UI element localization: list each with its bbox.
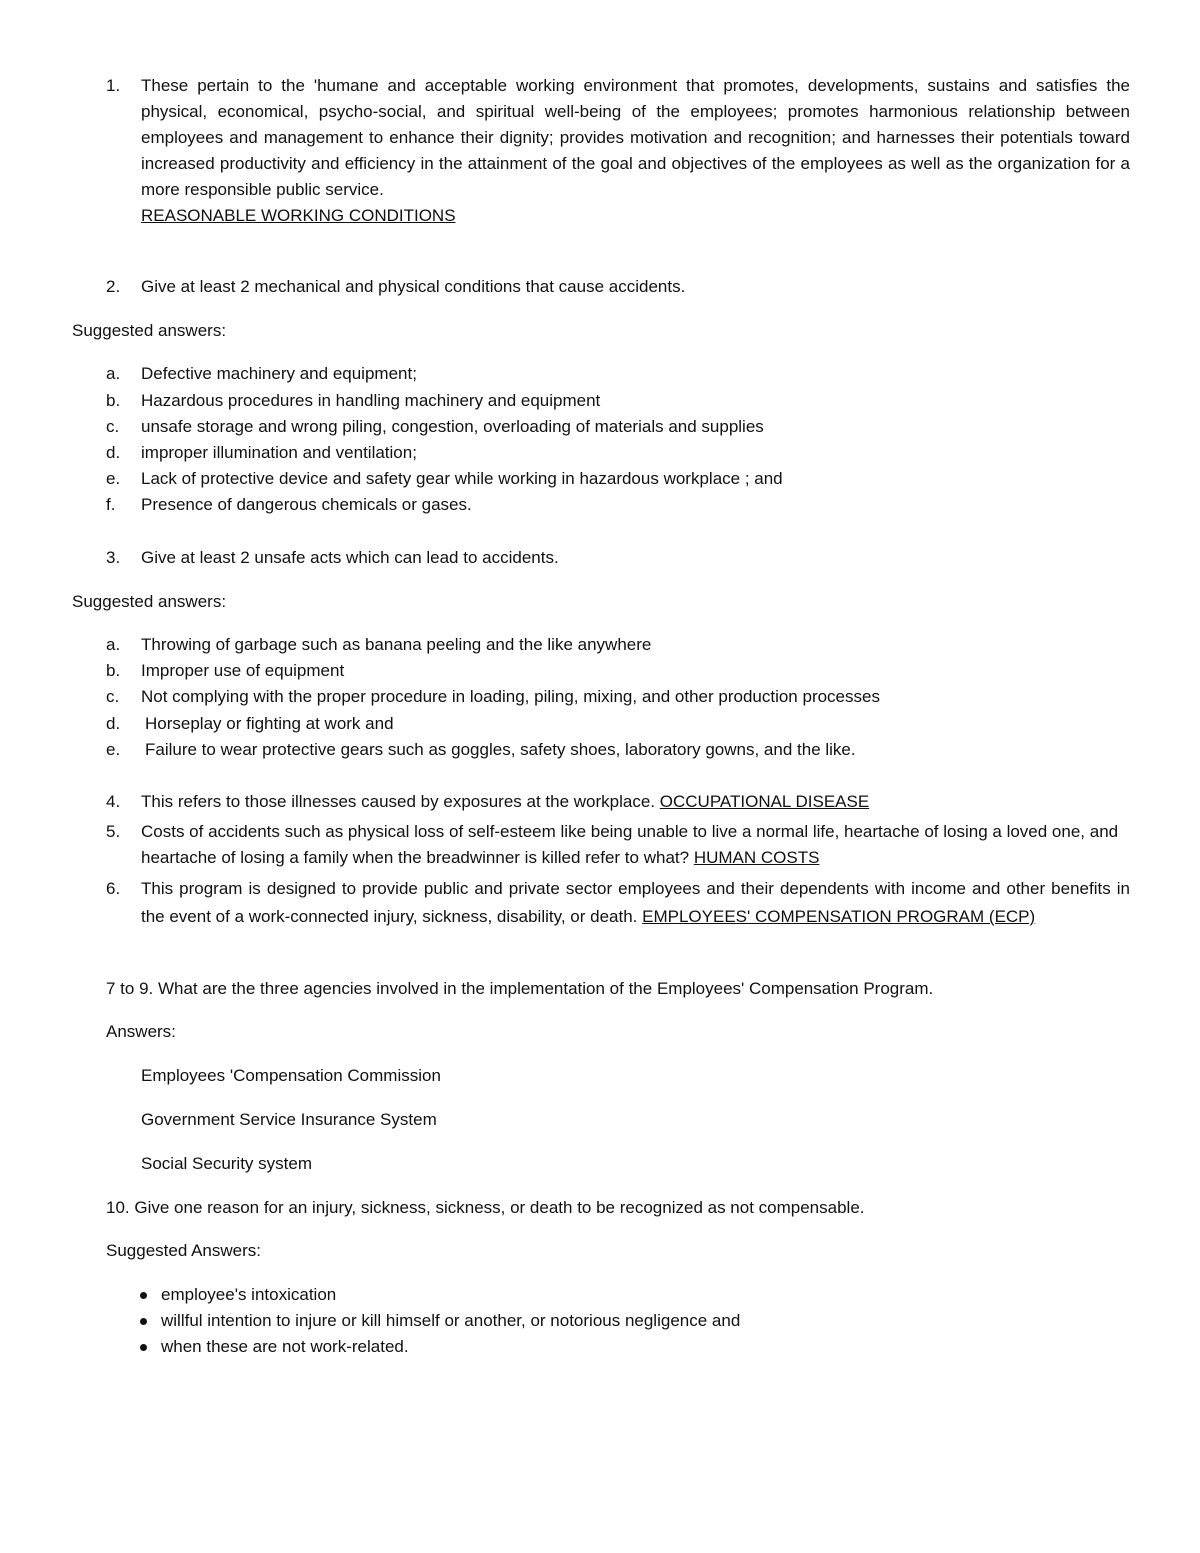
list-item-text: Presence of dangerous chemicals or gases. <box>141 495 472 514</box>
list-item-text: Defective machinery and equipment; <box>141 364 417 383</box>
suggested-answers-label: Suggested answers: <box>72 592 227 611</box>
question-3-text: Give at least 2 unsafe acts which can lead to accidents. <box>141 548 559 567</box>
question-number: 6. <box>106 879 121 898</box>
question-text <box>141 789 1130 815</box>
question-text <box>141 73 1130 229</box>
question-10-text: 10. Give one reason for an injury, sickness, sickness, or death to be recognized as not compensable. <box>106 1198 865 1217</box>
list-item-label: d. <box>106 443 121 462</box>
question-3 <box>106 545 1130 571</box>
list-item-text: Hazardous procedures in handling machinery and equipment <box>141 391 601 410</box>
bullet-icon <box>140 1292 147 1299</box>
list-item-label: b. <box>106 661 121 680</box>
question-4-answer: OCCUPATIONAL DISEASE <box>659 792 870 811</box>
list-item-text: Failure to wear protective gears such as goggles, safety shoes, laboratory gowns, and the like. <box>145 740 856 759</box>
question-1 <box>106 73 1130 229</box>
question-5-answer: HUMAN COSTS <box>693 848 820 867</box>
bullet-icon <box>140 1318 147 1325</box>
question-5-text: Costs of accidents such as physical loss of self-esteem like being unable to live a normal life, heartache of losing a loved one, and heartache of losing a family when the breadwinner is killed refer to what? <box>141 822 1119 867</box>
suggested-answers-label: Suggested answers: <box>72 321 227 340</box>
question-6-text: This program is designed to provide public and private sector employees and their dependents with income and other benefits in the event of a work-connected injury, sickness, disability, or death. <box>141 879 1130 926</box>
answer-agency: Employees 'Compensation Commission <box>141 1066 441 1085</box>
bullet-item-text: employee's intoxication <box>161 1285 337 1304</box>
answers-label: Answers: <box>106 1022 176 1041</box>
list-item-label: a. <box>106 364 121 383</box>
answer-agency: Social Security system <box>141 1154 312 1173</box>
list-item-label: e. <box>106 740 121 759</box>
question-number: 1. <box>106 76 121 95</box>
list-item-text: Not complying with the proper procedure in loading, piling, mixing, and other production processes <box>141 687 880 706</box>
list-item-label: b. <box>106 391 121 410</box>
question-4-text: This refers to those illnesses caused by exposures at the workplace. <box>141 792 656 811</box>
question-number: 3. <box>106 548 121 567</box>
answer-agency: Government Service Insurance System <box>141 1110 437 1129</box>
question-1-answer: REASONABLE WORKING CONDITIONS <box>141 206 456 225</box>
bullet-item-text: when these are not work-related. <box>161 1337 409 1356</box>
question-1-text: These pertain to the 'humane and acceptable working environment that promotes, developments, sustains and satisfies the physical, economical, psycho-social, and spiritual well-being of the employees; promotes harmonious relationship between employees and management to enhance their dignity; provides motivation and recognition; and harnesses their potentials toward increased productivity and efficiency in the attainment of the goal and objectives of the employees as well as the organization for a more responsible public service. <box>141 76 1130 199</box>
list-item-label: e. <box>106 469 121 488</box>
list-item-label: c. <box>106 687 120 706</box>
question-6-answer: EMPLOYEES' COMPENSATION PROGRAM (ECP) <box>642 907 1036 926</box>
question-number: 5. <box>106 822 121 841</box>
bullet-item-text: willful intention to injure or kill himself or another, or notorious negligence and <box>161 1311 741 1330</box>
bullet-icon <box>140 1344 147 1351</box>
question-4 <box>106 789 1130 815</box>
question-7-9-text: 7 to 9. What are the three agencies involved in the implementation of the Employees' Compensation Program. <box>106 979 934 998</box>
list-item-text: Lack of protective device and safety gear while working in hazardous workplace ; and <box>141 469 783 488</box>
question-number: 2. <box>106 277 121 296</box>
list-item-text: improper illumination and ventilation; <box>141 443 417 462</box>
question-5 <box>106 819 1130 871</box>
suggested-answers-label: Suggested Answers: <box>106 1241 261 1260</box>
list-item-text: Improper use of equipment <box>141 661 345 680</box>
question-number: 4. <box>106 792 121 811</box>
list-item-label: c. <box>106 417 120 436</box>
list-item-text: Horseplay or fighting at work and <box>145 714 394 733</box>
question-text <box>141 819 1130 871</box>
question-6 <box>106 875 1130 931</box>
list-item-text: Throwing of garbage such as banana peeling and the like anywhere <box>141 635 652 654</box>
question-2 <box>106 274 1130 300</box>
list-item-label: a. <box>106 635 121 654</box>
list-item-label: d. <box>106 714 121 733</box>
list-item-label: f. <box>106 495 116 514</box>
list-item-text: unsafe storage and wrong piling, congestion, overloading of materials and supplies <box>141 417 764 436</box>
question-2-text: Give at least 2 mechanical and physical conditions that cause accidents. <box>141 277 686 296</box>
question-text <box>141 875 1130 931</box>
